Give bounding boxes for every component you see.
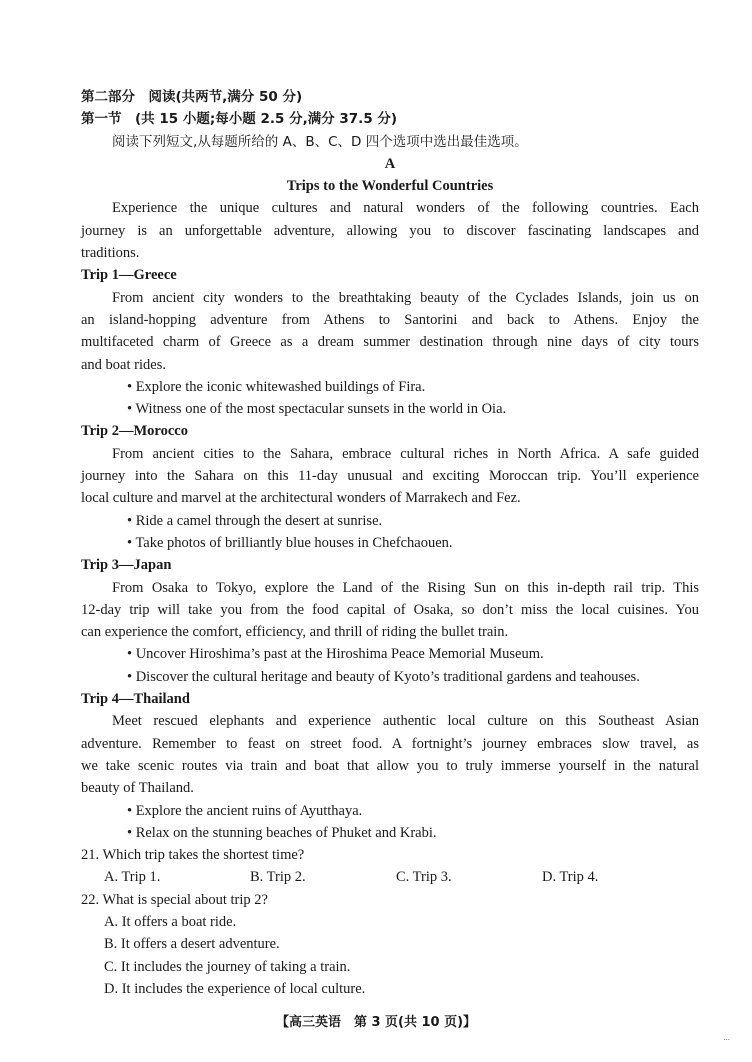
trip-line-last: can experience the comfort, efficiency, and thrill of riding the bullet train. bbox=[81, 624, 509, 641]
trip-section bbox=[81, 688, 699, 844]
option-d: D. It includes the experience of local culture. bbox=[104, 980, 366, 997]
trip-line: journey into the Sahara on this 11-day unusual and exciting Moroccan trip. You’ll experience bbox=[81, 468, 699, 485]
trip-bullet: • Witness one of the most spectacular sunsets in the world in Oia. bbox=[127, 401, 507, 418]
choice-d: D. Trip 4. bbox=[542, 869, 599, 886]
intro-line: Experience the unique cultures and natural wonders of the following countries. Each bbox=[112, 200, 699, 217]
trip-heading: Trip 3—Japan bbox=[81, 557, 172, 574]
choice-b: B. Trip 2. bbox=[250, 869, 306, 886]
trip-line: From ancient city wonders to the breathtaking beauty of the Cyclades Islands, join us on bbox=[112, 289, 699, 306]
trip-bullet: • Uncover Hiroshima’s past at the Hiroshima Peace Memorial Museum. bbox=[127, 646, 544, 663]
trip-bullet: • Take photos of brilliantly blue houses in Chefchaouen. bbox=[127, 534, 453, 551]
trip-line: an island-hopping adventure from Athens to Santorini and back to Athens. Enjoy the bbox=[81, 311, 699, 328]
question-stem: 21. Which trip takes the shortest time? bbox=[81, 847, 305, 864]
trip-line: multifaceted charm of Greece as a dream summer destination through nine days of city tours bbox=[81, 334, 699, 351]
trip-line-last: beauty of Thailand. bbox=[81, 780, 194, 797]
trip-section bbox=[81, 554, 699, 688]
trip-section bbox=[81, 420, 699, 554]
trip-line-last: and boat rides. bbox=[81, 356, 166, 373]
trip-bullet: • Relax on the stunning beaches of Phuket and Krabi. bbox=[127, 824, 437, 841]
trip-line-last: local culture and marvel at the architectural wonders of Marrakech and Fez. bbox=[81, 490, 521, 507]
trip-line: Meet rescued elephants and experience authentic local culture on this Southeast Asian bbox=[112, 713, 699, 730]
choice-a: A. Trip 1. bbox=[104, 869, 161, 886]
page-footer: 【高三英语 第 3 页(共 10 页)】 bbox=[275, 1015, 477, 1030]
trip-bullet: • Explore the iconic whitewashed buildings of Fira. bbox=[127, 378, 426, 395]
trip-heading: Trip 1—Greece bbox=[81, 267, 177, 284]
option-c: C. It includes the journey of taking a train. bbox=[104, 958, 351, 975]
trip-line: From ancient cities to the Sahara, embrace cultural riches in North Africa. A safe guided bbox=[112, 445, 699, 462]
question bbox=[81, 844, 699, 889]
intro-paragraph bbox=[81, 197, 699, 264]
question-stem: 22. What is special about trip 2? bbox=[81, 891, 268, 908]
trip-line: From Osaka to Tokyo, explore the Land of the Rising Sun on this in-depth rail trip. This bbox=[112, 579, 699, 596]
option-a: A. It offers a boat ride. bbox=[104, 913, 237, 930]
corner-mark: ... bbox=[723, 1031, 730, 1042]
passage-letter: A bbox=[384, 155, 396, 172]
section-heading: 第一节 (共 15 小题;每小题 2.5 分,满分 37.5 分) bbox=[81, 111, 398, 128]
trip-heading: Trip 4—Thailand bbox=[81, 691, 190, 708]
trip-bullet: • Discover the cultural heritage and beauty of Kyoto’s traditional gardens and teahouses. bbox=[127, 668, 640, 685]
trip-bullet: • Ride a camel through the desert at sunrise. bbox=[127, 512, 383, 529]
passage-title: Trips to the Wonderful Countries bbox=[286, 178, 494, 195]
option-b: B. It offers a desert adventure. bbox=[104, 936, 280, 953]
part-heading: 第二部分 阅读(共两节,满分 50 分) bbox=[81, 89, 303, 105]
exam-page bbox=[81, 86, 699, 1000]
trip-line: 12-day trip will take you from the food capital of Osaka, so don’t miss the local cuisines. You bbox=[81, 601, 699, 618]
trip-section bbox=[81, 264, 699, 420]
trip-line: adventure. Remember to feast on street food. A fortnight’s journey embraces slow travel, as bbox=[81, 735, 699, 752]
trip-bullet: • Explore the ancient ruins of Ayutthaya. bbox=[127, 802, 363, 819]
trip-heading: Trip 2—Morocco bbox=[81, 423, 188, 440]
trip-line: we take scenic routes via train and boat that allow you to truly immerse yourself in the natural bbox=[81, 757, 699, 774]
instruction: 阅读下列短文,从每题所给的 A、B、C、D 四个选项中选出最佳选项。 bbox=[112, 133, 528, 150]
choice-c: C. Trip 3. bbox=[396, 869, 452, 886]
intro-line: journey is an unforgettable adventure, allowing you to discover fascinating landscapes and bbox=[81, 222, 699, 239]
question bbox=[81, 889, 699, 1000]
intro-line-last: traditions. bbox=[81, 245, 140, 262]
choice-row bbox=[81, 866, 699, 888]
